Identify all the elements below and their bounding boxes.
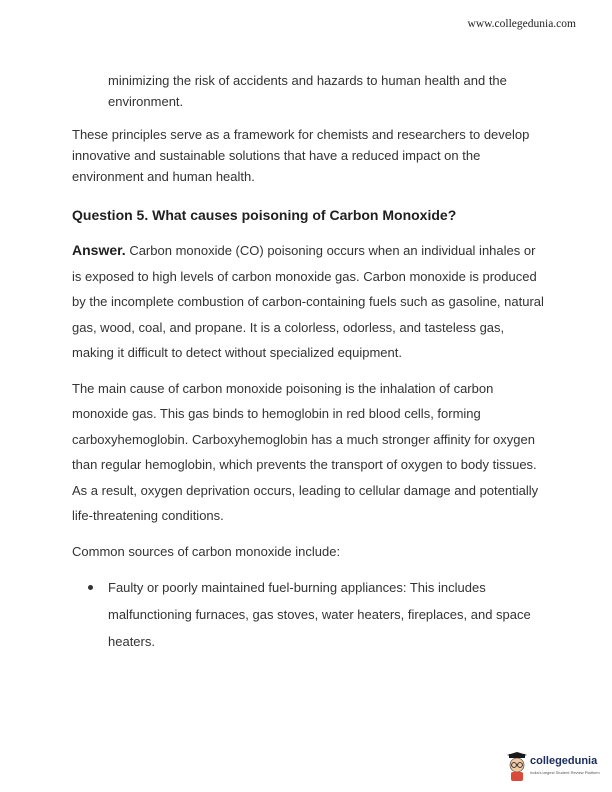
page-content (72, 70, 544, 655)
sources-list (72, 574, 544, 655)
sources-intro: Common sources of carbon monoxide include: (72, 543, 341, 559)
collegedunia-logo[interactable] (506, 752, 606, 784)
main-cause-paragraph: The main cause of carbon monoxide poisoning is the inhalation of carbon monoxide gas. This gas binds to hemoglobin in red blood cells, forming carboxyhemoglobin. Carboxyhemoglobin has a much stronger affinity for oxygen than regular hemoglobin, which prevents the transport of oxygen to body tissues. As a result, oxygen deprivation occurs, leading to cellular damage and potentially life-threatening conditions. (72, 380, 539, 523)
summary-paragraph: These principles serve as a framework for chemists and researchers to develop innovative and sustainable solutions that have a reduced impact on the environment and human health. (72, 127, 530, 184)
continuation-paragraph: minimizing the risk of accidents and hazards to human health and the environment. (108, 73, 507, 109)
mascot-icon (506, 752, 528, 782)
logo-wordmark: collegedunia (530, 755, 598, 767)
question-heading: Question 5. What causes poisoning of Carbon Monoxide? (72, 207, 457, 223)
list-item (72, 574, 544, 655)
list-item-text: Faulty or poorly maintained fuel-burning appliances: This includes malfunctioning furnaces, gas stoves, water heaters, fireplaces, and space heaters. (108, 579, 531, 649)
answer-paragraph (72, 238, 544, 366)
answer-text: Carbon monoxide (CO) poisoning occurs when an individual inhales or is exposed to high levels of carbon monoxide gas. Carbon monoxide is produced by the incomplete combustion of carbon-containing fuels such as gasoline, natural gas, wood, coal, and propane. It is a colorless, odorless, and tasteless gas, making it difficult to detect without specialized equipment. (72, 243, 544, 360)
logo-tagline: India's largest Student Review Platform (530, 770, 600, 775)
site-url[interactable]: www.collegedunia.com (467, 18, 576, 30)
bullet-icon (88, 585, 93, 590)
answer-label: Answer. (72, 242, 126, 258)
